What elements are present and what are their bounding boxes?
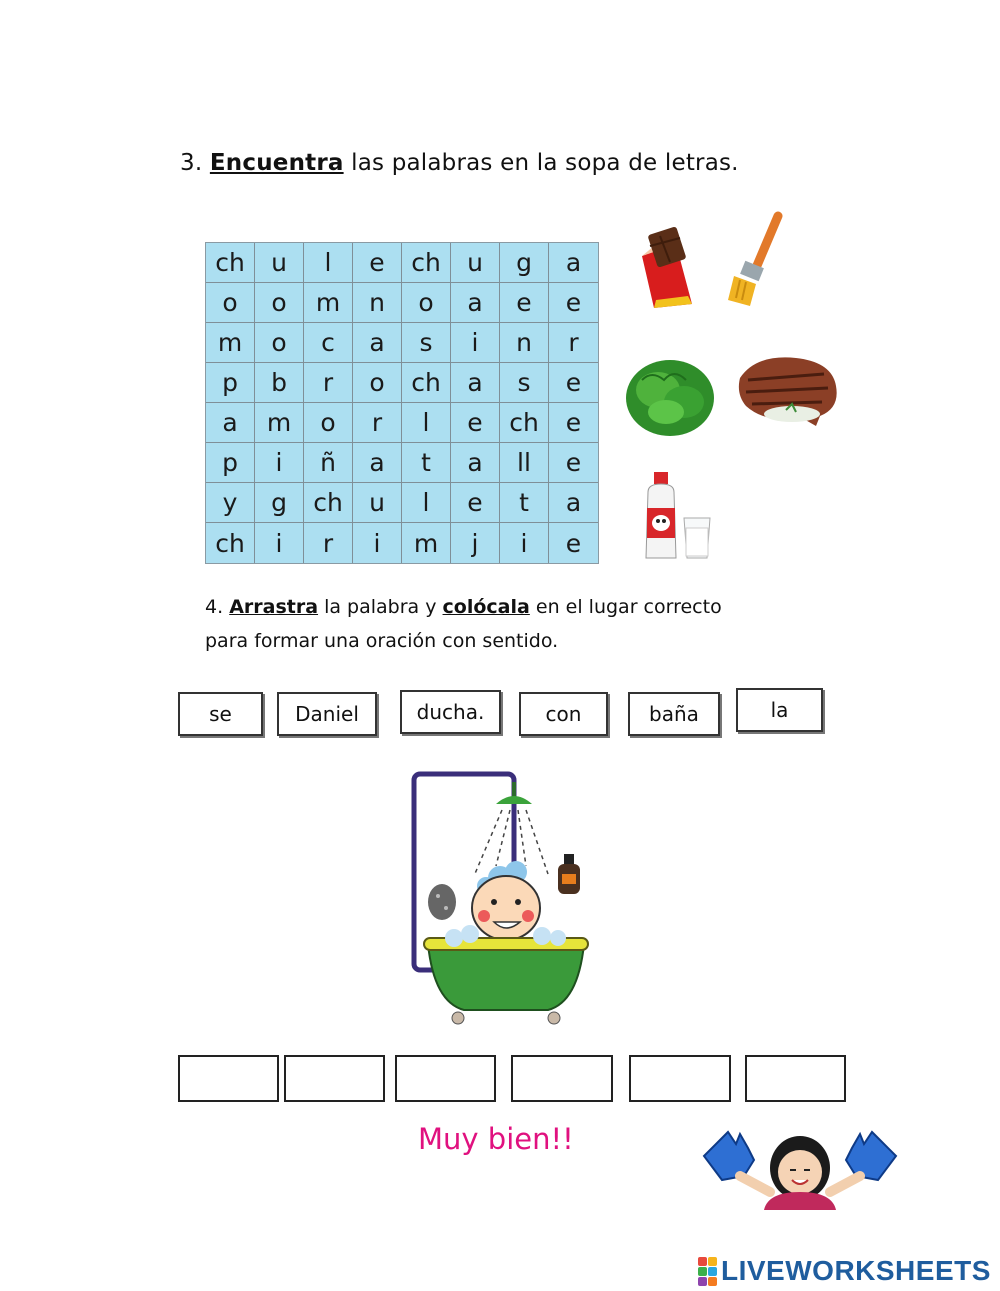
letter-cell[interactable]: l <box>304 243 353 283</box>
letter-cell[interactable]: e <box>451 483 500 523</box>
letter-cell[interactable]: ch <box>206 523 255 563</box>
letter-cell[interactable]: ch <box>402 243 451 283</box>
paintbrush-icon <box>724 210 786 310</box>
word-tile[interactable]: la <box>736 688 823 732</box>
letter-cell[interactable]: t <box>500 483 549 523</box>
word-tile[interactable]: Daniel <box>277 692 377 736</box>
letter-cell[interactable]: a <box>206 403 255 443</box>
letter-cell[interactable]: p <box>206 363 255 403</box>
letter-cell[interactable]: m <box>304 283 353 323</box>
word-search-grid[interactable] <box>205 242 599 564</box>
letter-cell[interactable]: u <box>451 243 500 283</box>
letter-cell[interactable]: e <box>549 403 598 443</box>
letter-cell[interactable]: m <box>402 523 451 563</box>
letter-cell[interactable]: o <box>402 283 451 323</box>
word-tile[interactable]: baña <box>628 692 720 736</box>
liveworksheets-logo-icon <box>698 1257 717 1286</box>
letter-cell[interactable]: a <box>549 483 598 523</box>
letter-cell[interactable]: b <box>255 363 304 403</box>
letter-cell[interactable]: m <box>206 323 255 363</box>
milk-icon <box>640 468 720 564</box>
chocolate-icon <box>636 226 698 310</box>
letter-cell[interactable]: i <box>255 523 304 563</box>
letter-cell[interactable]: j <box>451 523 500 563</box>
letter-cell[interactable]: l <box>402 483 451 523</box>
letter-cell[interactable]: s <box>500 363 549 403</box>
instruction-keyword-place: colócala <box>442 596 530 618</box>
letter-cell[interactable]: y <box>206 483 255 523</box>
brand-name: LIVEWORKSHEETS <box>721 1255 991 1286</box>
letter-cell[interactable]: i <box>500 523 549 563</box>
answer-slot[interactable] <box>284 1055 385 1102</box>
word-tile[interactable]: ducha. <box>400 690 501 734</box>
liveworksheets-brand <box>698 1255 991 1287</box>
letter-cell[interactable]: g <box>500 243 549 283</box>
letter-cell[interactable]: ch <box>402 363 451 403</box>
letter-cell[interactable]: e <box>353 243 402 283</box>
letter-cell[interactable]: o <box>353 363 402 403</box>
letter-cell[interactable]: a <box>549 243 598 283</box>
letter-cell[interactable]: ch <box>206 243 255 283</box>
letter-cell[interactable]: n <box>353 283 402 323</box>
letter-cell[interactable]: o <box>206 283 255 323</box>
letter-cell[interactable]: e <box>549 363 598 403</box>
answer-slot[interactable] <box>511 1055 613 1102</box>
instruction-keyword-drag: Arrastra <box>229 596 319 618</box>
lettuce-icon <box>622 350 718 440</box>
letter-cell[interactable]: i <box>353 523 402 563</box>
letter-cell[interactable]: r <box>304 523 353 563</box>
answer-slot[interactable] <box>395 1055 496 1102</box>
letter-cell[interactable]: i <box>451 323 500 363</box>
letter-cell[interactable]: e <box>549 443 598 483</box>
answer-slot[interactable] <box>178 1055 279 1102</box>
letter-cell[interactable]: g <box>255 483 304 523</box>
letter-cell[interactable]: a <box>451 363 500 403</box>
letter-cell[interactable]: u <box>353 483 402 523</box>
answer-slot[interactable] <box>745 1055 846 1102</box>
cheering-girl-icon <box>700 1122 900 1210</box>
letter-cell[interactable]: e <box>549 523 598 563</box>
exercise-3-instruction: 3. Encuentra las palabras en la sopa de letras. <box>180 150 739 176</box>
letter-cell[interactable]: s <box>402 323 451 363</box>
letter-cell[interactable]: c <box>304 323 353 363</box>
letter-cell[interactable]: ñ <box>304 443 353 483</box>
letter-cell[interactable]: n <box>500 323 549 363</box>
letter-cell[interactable]: o <box>304 403 353 443</box>
letter-cell[interactable]: m <box>255 403 304 443</box>
instruction-keyword: Encuentra <box>209 150 344 176</box>
letter-cell[interactable]: ll <box>500 443 549 483</box>
letter-cell[interactable]: o <box>255 283 304 323</box>
letter-cell[interactable]: e <box>549 283 598 323</box>
letter-cell[interactable]: t <box>402 443 451 483</box>
letter-cell[interactable]: a <box>451 443 500 483</box>
word-tile[interactable]: se <box>178 692 263 736</box>
letter-cell[interactable]: r <box>304 363 353 403</box>
letter-cell[interactable]: e <box>500 283 549 323</box>
letter-cell[interactable]: ch <box>500 403 549 443</box>
letter-cell[interactable]: a <box>353 323 402 363</box>
letter-cell[interactable]: ch <box>304 483 353 523</box>
feedback-text: Muy bien!! <box>418 1122 574 1156</box>
exercise-4-instruction: 4. Arrastra la palabra y colócala en el lugar correcto para formar una oración con sentido. <box>205 596 722 652</box>
answer-slot[interactable] <box>629 1055 731 1102</box>
letter-cell[interactable]: r <box>353 403 402 443</box>
word-tile[interactable]: con <box>519 692 608 736</box>
letter-cell[interactable]: a <box>451 283 500 323</box>
letter-cell[interactable]: a <box>353 443 402 483</box>
letter-cell[interactable]: o <box>255 323 304 363</box>
letter-cell[interactable]: l <box>402 403 451 443</box>
letter-cell[interactable]: r <box>549 323 598 363</box>
letter-cell[interactable]: u <box>255 243 304 283</box>
letter-cell[interactable]: i <box>255 443 304 483</box>
steak-icon <box>736 350 848 430</box>
letter-cell[interactable]: p <box>206 443 255 483</box>
shower-illustration <box>398 756 606 1032</box>
letter-cell[interactable]: e <box>451 403 500 443</box>
